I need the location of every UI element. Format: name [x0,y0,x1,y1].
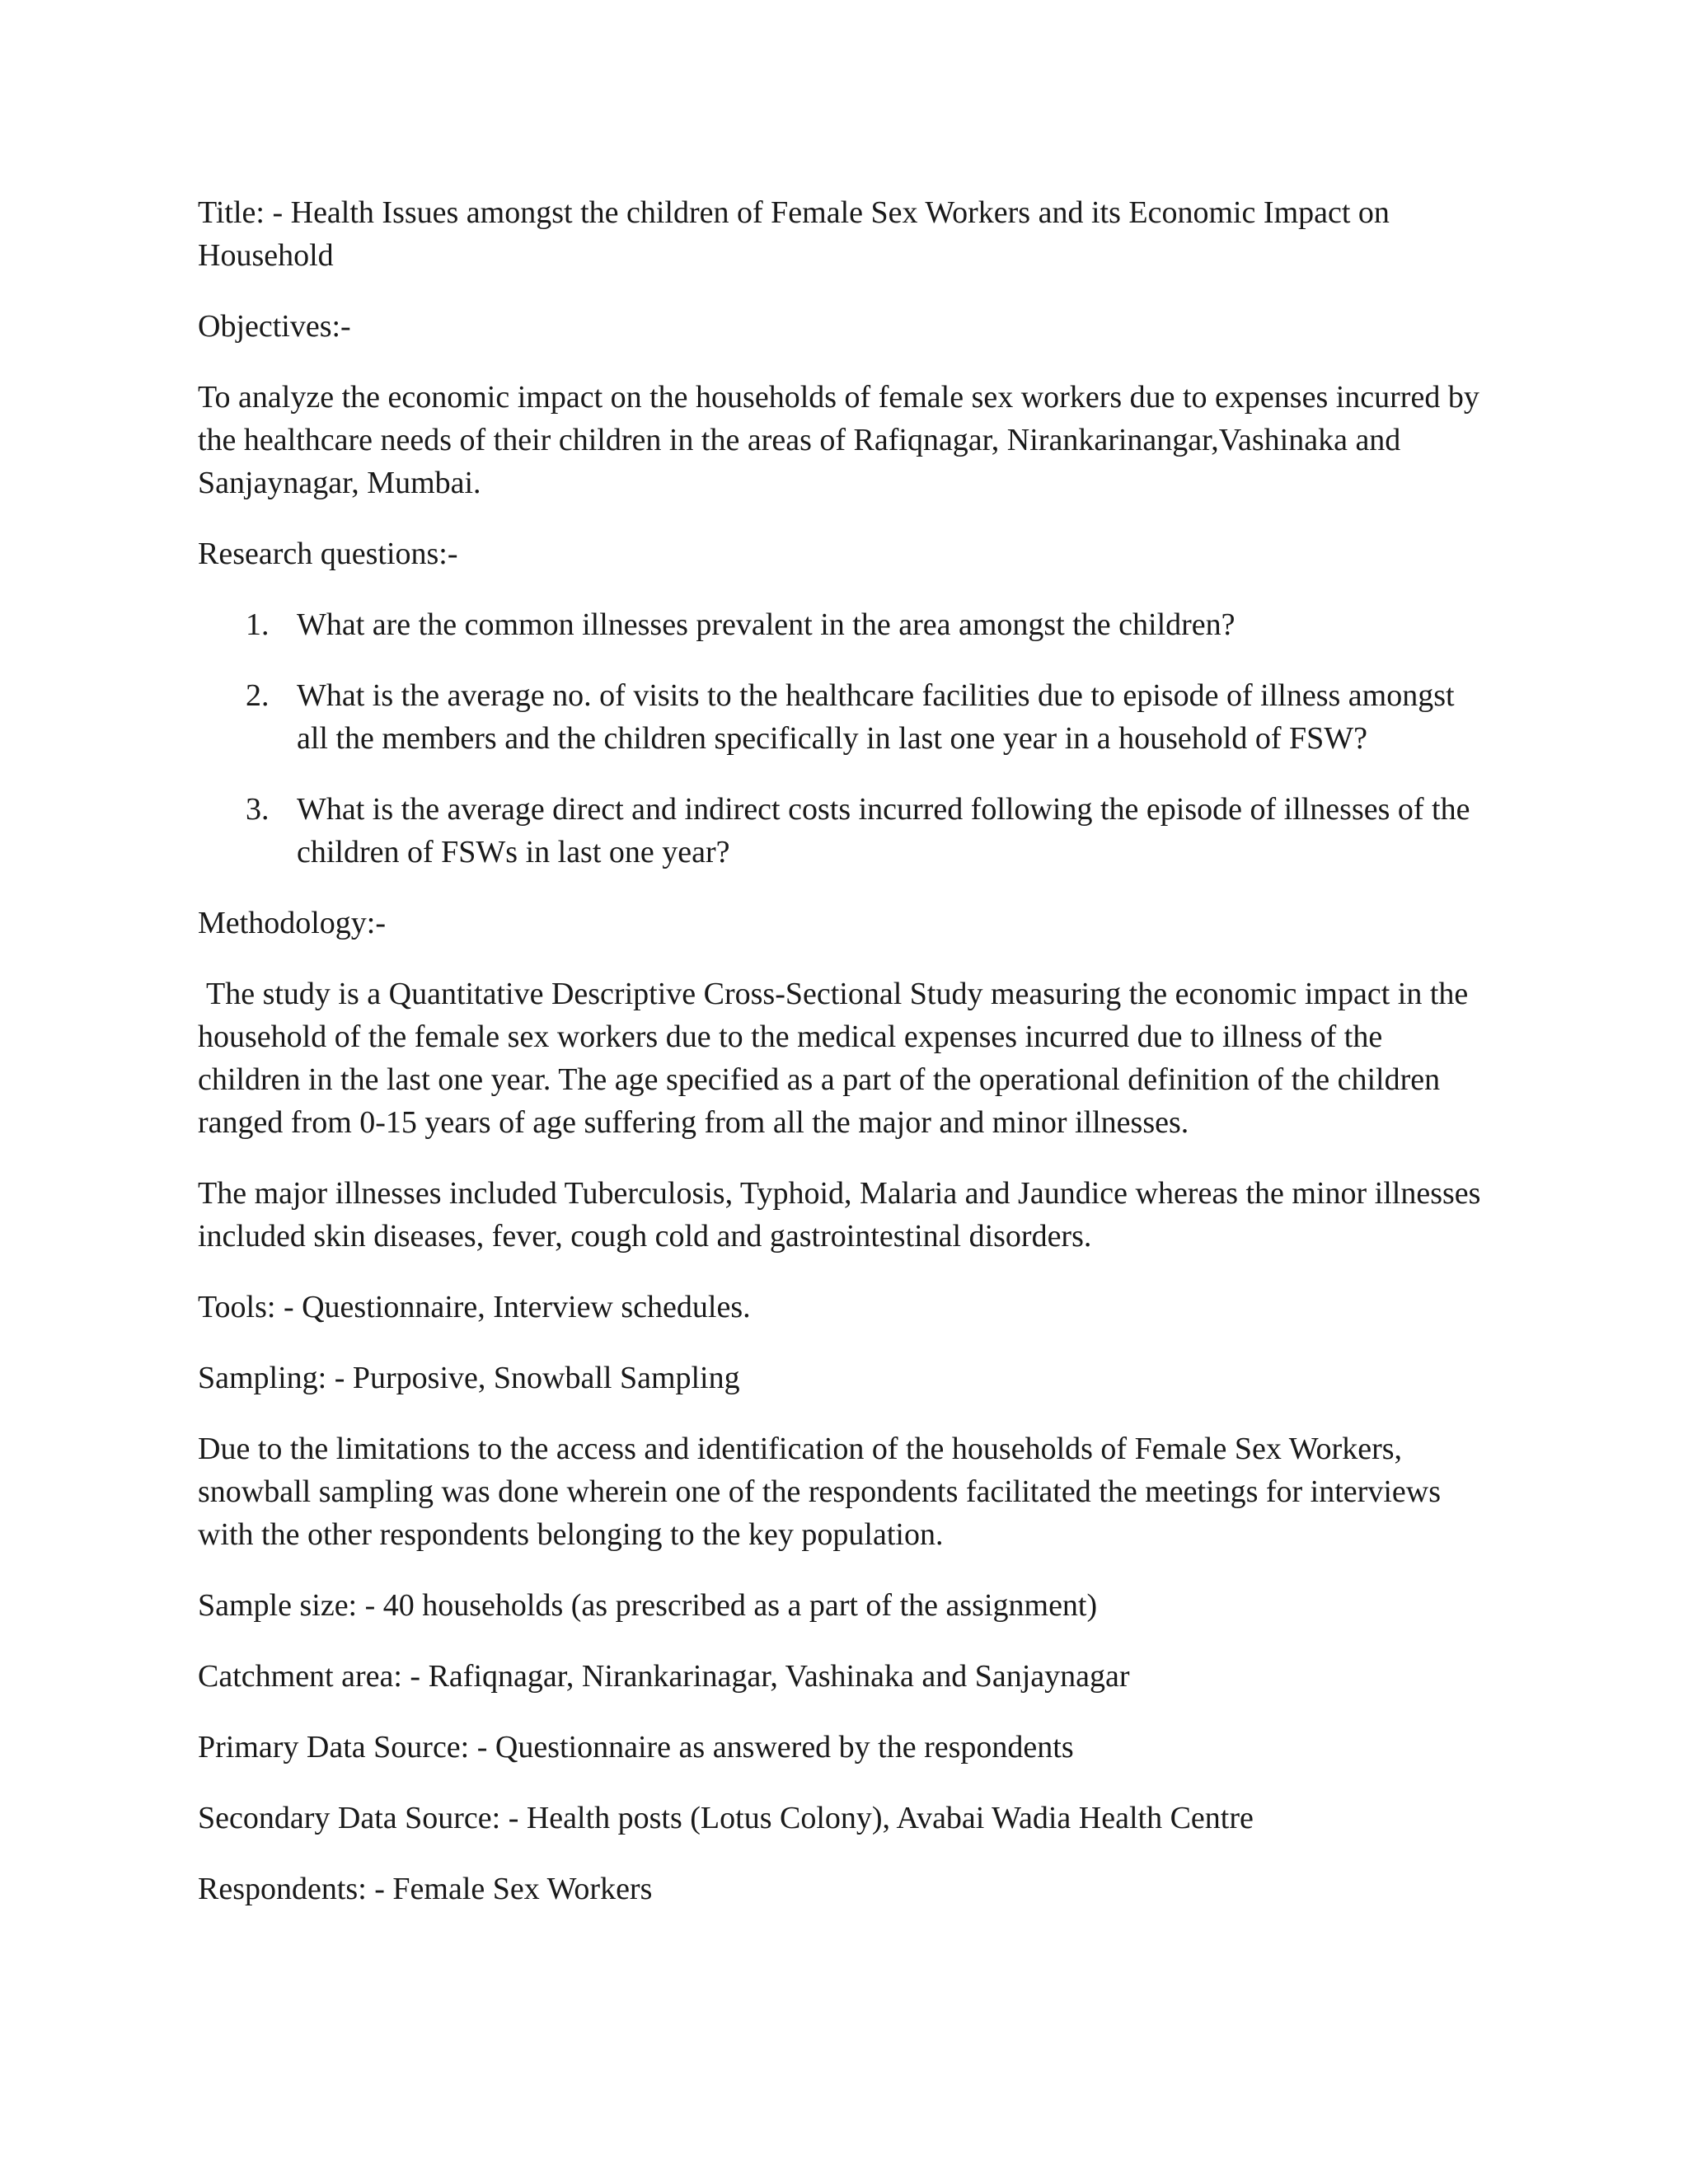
research-questions-list [198,603,1484,874]
catchment-area-line: Catchment area: - Rafiqnagar, Nirankarinagar, Vashinaka and Sanjaynagar [198,1659,1130,1694]
document-body [198,191,1484,1938]
research-question-text: What is the average no. of visits to the healthcare facilities due to episode of illness amongst all the members and the children specifically in last one year in a household of FSW? [297,678,1455,756]
research-question-text: What is the average direct and indirect costs incurred following the episode of illnesses of the children of FSWs in last one year? [297,792,1470,869]
list-number: 2. [246,678,270,713]
respondents-line: Respondents: - Female Sex Workers [198,1872,653,1906]
list-number: 1. [246,607,270,642]
methodology-paragraph: The study is a Quantitative Descriptive Cross-Sectional Study measuring the economic impact in the household of the female sex workers due to the medical expenses incurred due to illness of the children in the last one year. The age specified as a part of the operational definition of the children ranged from 0-15 years of age suffering from all the major and minor illnesses. [198,977,1469,1140]
sample-size-line: Sample size: - 40 households (as prescribed as a part of the assignment) [198,1588,1098,1623]
document-title: Title: - Health Issues amongst the children of Female Sex Workers and its Economic Impact on Household [198,195,1390,273]
sampling-note-paragraph: Due to the limitations to the access and identification of the households of Female Sex Workers, snowball sampling was done wherein one of the respondents facilitated the meetings for interviews with the other respondents belonging to the key population. [198,1432,1441,1552]
methodology-heading: Methodology:- [198,906,386,940]
research-question-text: What are the common illnesses prevalent in the area amongst the children? [297,607,1236,642]
sampling-line: Sampling: - Purposive, Snowball Sampling [198,1361,740,1395]
research-question-item [198,603,1484,646]
primary-data-source-line: Primary Data Source: - Questionnaire as answered by the respondents [198,1730,1074,1765]
tools-line: Tools: - Questionnaire, Interview schedules. [198,1290,751,1324]
objectives-text: To analyze the economic impact on the households of female sex workers due to expenses incurred by the healthcare needs of their children in the areas of Rafiqnagar, Nirankarinangar,Vashinaka and Sanjaynagar, Mumbai. [198,380,1479,500]
list-number: 3. [246,792,270,827]
objectives-heading: Objectives:- [198,309,351,344]
research-question-item [198,788,1484,874]
secondary-data-source-line: Secondary Data Source: - Health posts (Lotus Colony), Avabai Wadia Health Centre [198,1801,1254,1835]
research-questions-heading: Research questions:- [198,537,458,571]
research-question-item [198,674,1484,760]
illnesses-paragraph: The major illnesses included Tuberculosis, Typhoid, Malaria and Jaundice whereas the minor illnesses included skin diseases, fever, cough cold and gastrointestinal disorders. [198,1176,1481,1254]
